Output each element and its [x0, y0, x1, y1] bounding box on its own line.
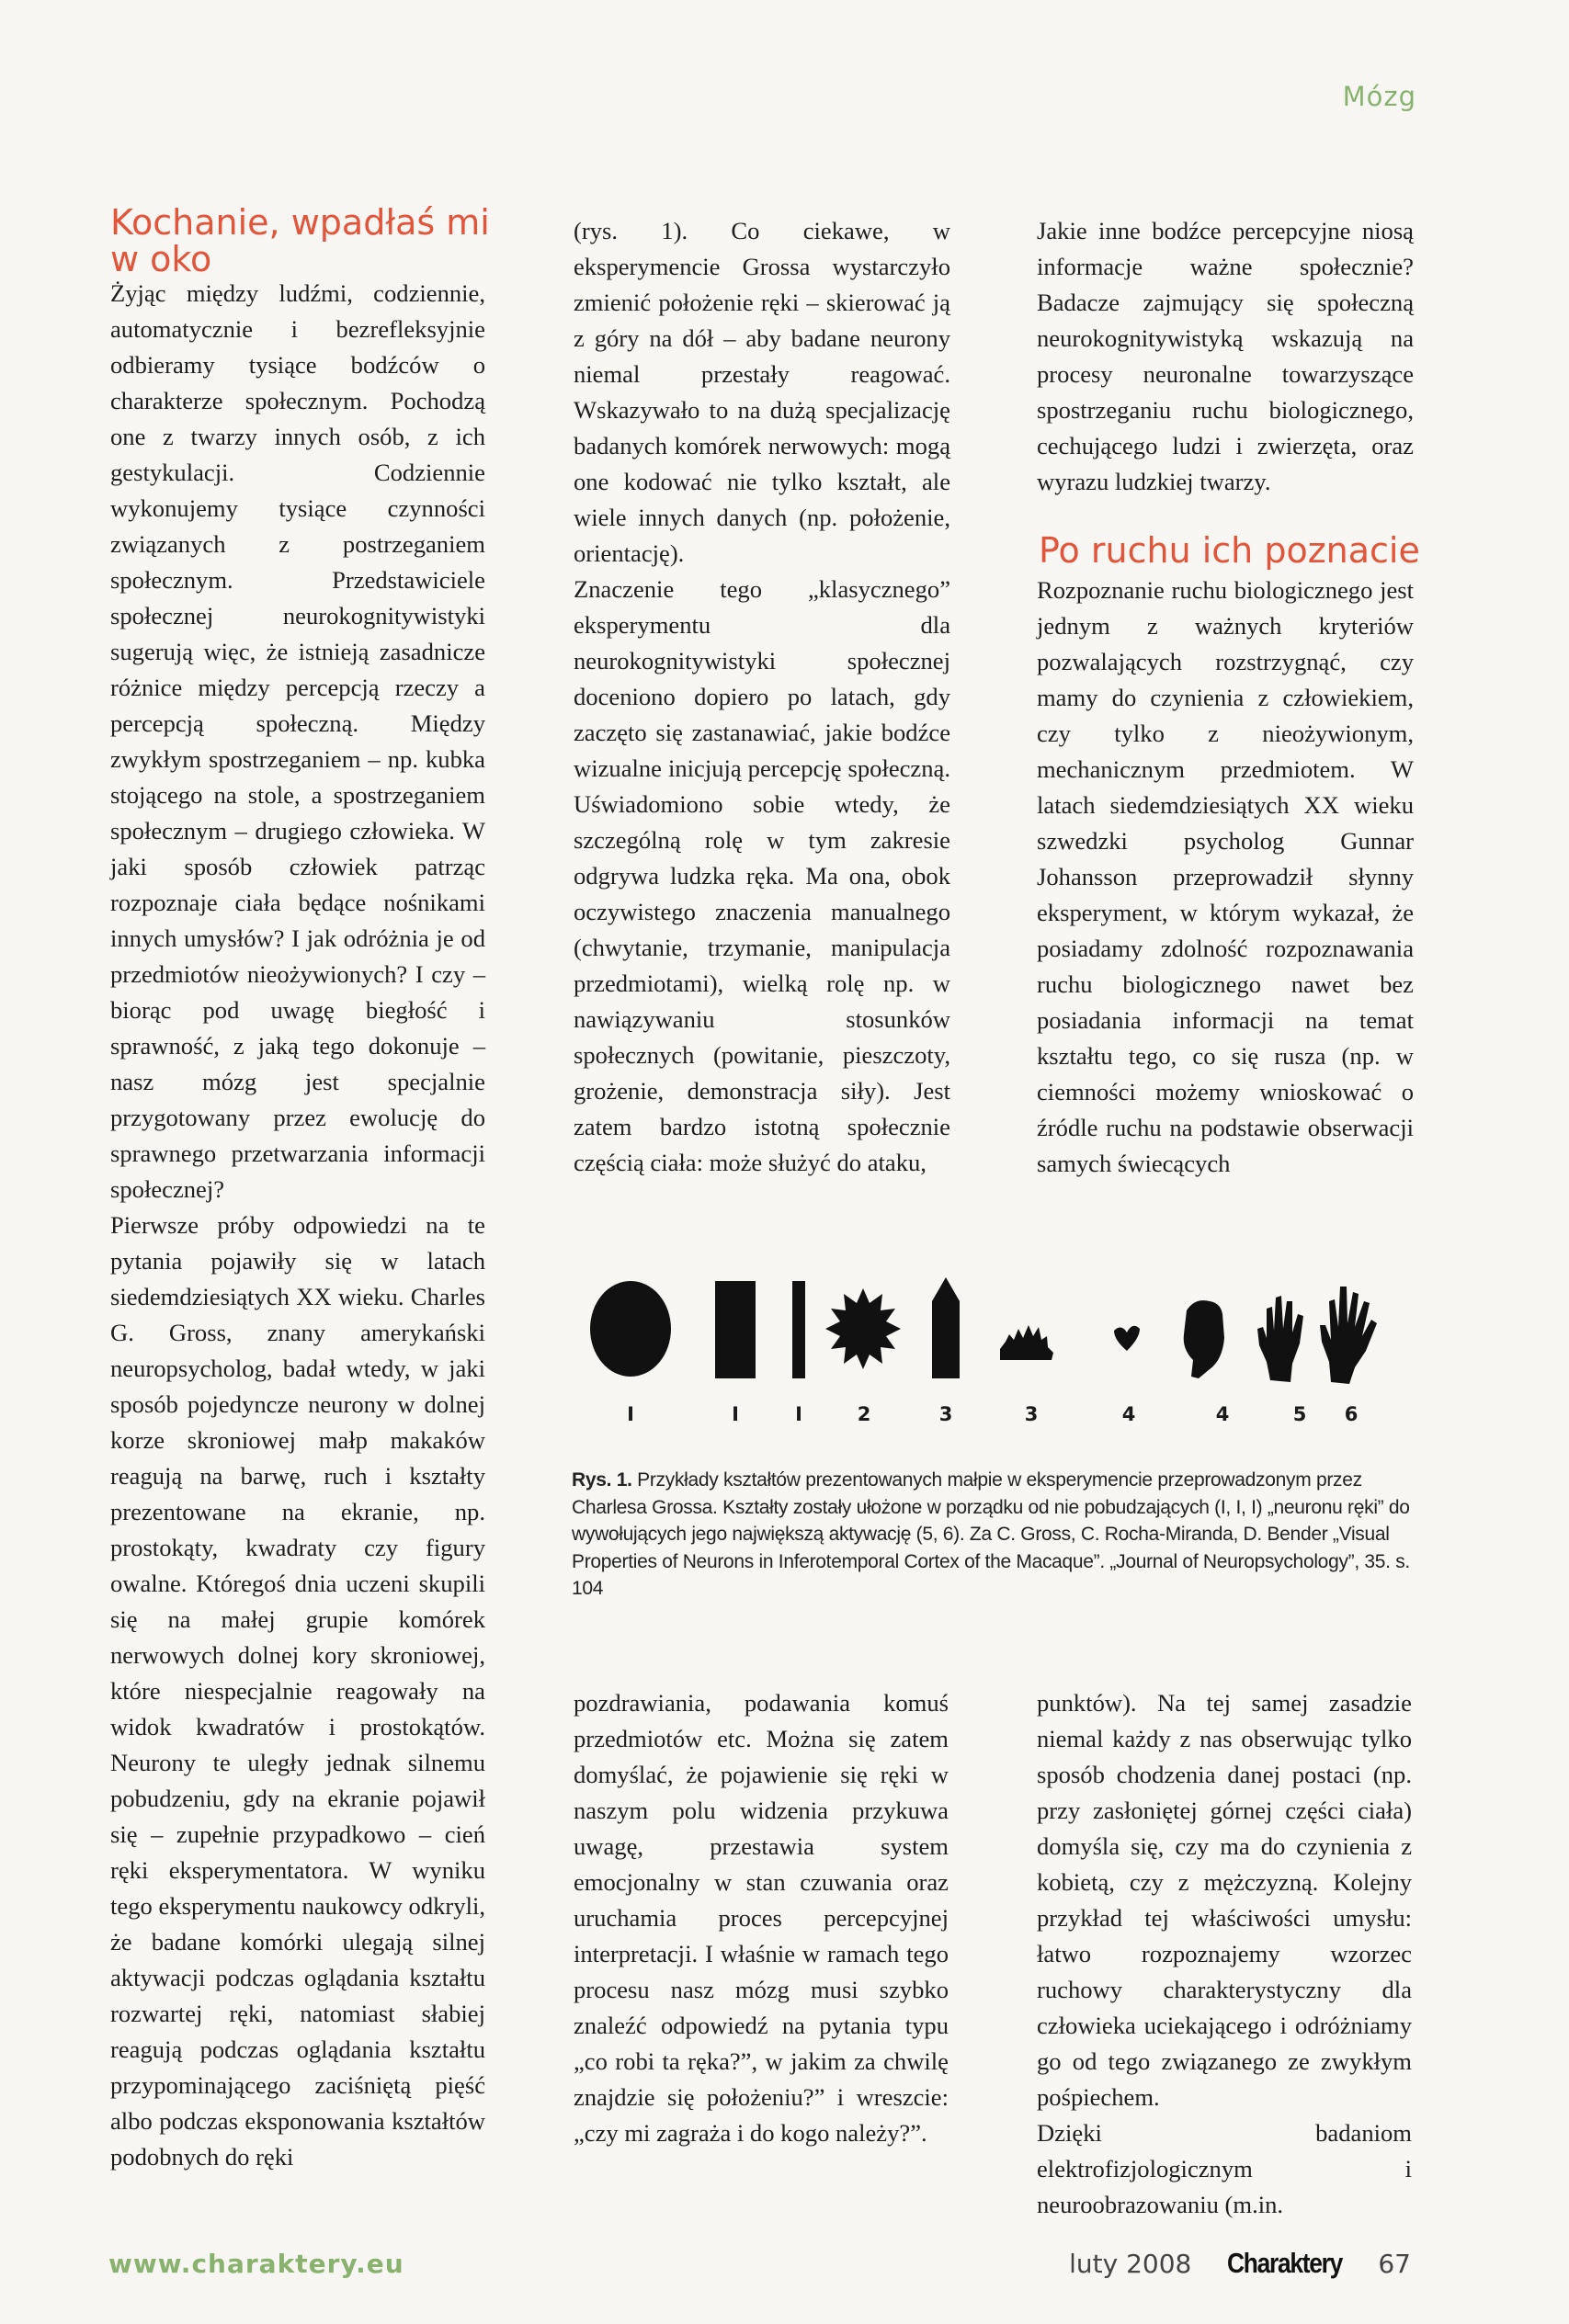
- shape-ellipse: [590, 1281, 671, 1377]
- caption-label: Rys. 1.: [572, 1469, 632, 1491]
- article-heading-po-ruchu: Po ruchu ich poznacie: [1039, 530, 1420, 571]
- article-heading-kochanie: Kochanie, wpadłaś mi w oko: [110, 202, 490, 279]
- column-3-top: [1037, 213, 1414, 500]
- shapes-illustration: [588, 1261, 1397, 1399]
- shape-label: I: [732, 1403, 739, 1425]
- shape-label: 4: [1215, 1403, 1230, 1425]
- paragraph: Żyjąc między ludźmi, codziennie, automatycznie i bezrefleksyjnie odbieramy tysiące bodźców o charakterze społecznym. Pochodzą one z twarzy innych osób, z ich gestykulacji. Codziennie wykonujemy tysiące czynności związanych z postrzeganiem społecznym. Przedstawiciele społecznej neurokognitywistyki sugerują więc, że istnieją zasadnicze różnice między percepcją rzeczy a percepcją społeczną. Między zwykłym spostrzeganiem – np. kubka stojącego na stole, a spostrzeganiem społecznym – drugiego człowieka. W jaki sposób człowiek patrząc rozpoznaje ciała będące nośnikami innych umysłów? I jak odróżnia je od przedmiotów nieożywionych? I czy – biorąc pod uwagę biegłość i sprawność, z jaką tego dokonuje – nasz mózg jest specjalnie przygotowany przez ewolucję do sprawnego przetwarzania informacji społecznej?: [110, 279, 485, 1203]
- shape-label: 6: [1344, 1403, 1359, 1425]
- shape-pointed-bar: [932, 1277, 960, 1378]
- shape-star: [825, 1288, 901, 1369]
- shape-label: I: [795, 1403, 802, 1425]
- magazine-logo: Charaktery: [1227, 2247, 1343, 2279]
- paragraph: Dzięki badaniom elektrofizjologicznym i neuroobrazowaniu (m.in.: [1037, 2119, 1412, 2218]
- paragraph: Pierwsze próby odpowiedzi na te pytania pojawiły się w latach siedemdziesiątych XX wieku. Charles G. Gross, znany amerykański neuropsycholog, badał wtedy, w jaki sposób pojedyncze neurony w dolnej korze skroniowej małp makaków reagują na barwę, ruch i kształty prezentowane na ekranie, np. prostokąty, kwadraty czy figury owalne. Któregoś dnia uczeni skupili się na małej grupie komórek nerwowych dolnej kory skroniowej, które niespecjalnie reagowały na widok kwadratów i prostokątów. Neurony te uległy jednak silnemu pobudzeniu, gdy na ekranie pojawił się – zupełnie przypadkowo – cień ręki eksperymentatora. W wyniku tego eksperymentu naukowcy odkryli, że badane komórki ulegają silnej aktywacji podczas oglądania kształtu rozwartej ręki, natomiast słabiej reagują podczas oglądania kształtu przypominającego zaciśniętą pięść albo podczas eksponowania kształtów podobnych do ręki: [110, 1211, 485, 2171]
- shape-small-heart: [1114, 1326, 1140, 1351]
- shape-label: 3: [1024, 1403, 1039, 1425]
- column-3-bottom: [1037, 1685, 1412, 2223]
- paragraph: Rozpoznanie ruchu biologicznego jest jednym z ważnych kryteriów pozwalających rozstrzygnąć, czy mamy do czynienia z człowiekiem, czy tylko z nieożywionym, mechanicznym przedmiotem. W latach siedemdziesiątych XX wieku szwedzki psycholog Gunnar Johansson przeprowadził słynny eksperyment, w którym wykazał, że posiadamy zdolność rozpoznawania ruchu biologicznego nawet bez posiadania informacji na temat kształtu tego, co się rusza (np. w ciemności możemy wnioskować o źródle ruchu na podstawie obserwacji samych świecących: [1037, 576, 1414, 1177]
- shape-label: 5: [1292, 1403, 1307, 1425]
- caption-text: Przykłady kształtów prezentowanych małpie w eksperymencie przeprowadzonym przez Charlesa Grossa. Kształty zostały ułożone w porządku od nie pobudzających (I, I, I) „neuronu ręki” do wywołujących jego największą aktywację (5, 6). Za C. Gross, C. Rocha-Miranda, D. Bender „Visual Properties of Neurons in Inferotemporal Cortex of the Macaque”. „Journal of Neuropsychology”, 35. s. 104: [572, 1469, 1410, 1599]
- paragraph: (rys. 1). Co ciekawe, w eksperymencie Grossa wystarczyło zmienić położenie ręki – skierować ją z góry na dół – aby badane neurony niemal przestały reagować. Wskazywało to na dużą specjalizację badanych komórek nerwowych: mogą one kodować nie tylko kształt, ale wiele innych danych (np. położenie, orientację).: [574, 217, 950, 567]
- page-number: 67: [1378, 2249, 1411, 2279]
- paragraph: pozdrawiania, podawania komuś przedmiotów etc. Można się zatem domyślać, że pojawienie się ręki w naszym polu widzenia przykuwa uwagę, przestawia system emocjonalny w stan czuwania oraz uruchamia proces percepcyjnej interpretacji. I właśnie w ramach tego procesu nasz mózg musi szybko znaleźć odpowiedź na pytania typu „co robi ta ręka?”, w jakim za chwilę znajdzie się położeniu?” i wreszcie: „czy mi zagraża i do kogo należy?”.: [574, 1689, 949, 2147]
- paragraph: Jakie inne bodźce percepcyjne niosą informacje ważne społecznie? Badacze zajmujący się społeczną neurokognitywistyką wskazują na procesy neuronalne towarzyszące spostrzeganiu ruchu biologicznego, cechującego ludzi i zwierzęta, oraz wyrazu ludzkiej twarzy.: [1037, 217, 1414, 495]
- column-2-top: [574, 213, 950, 1181]
- paragraph: Znaczenie tego „klasycznego” eksperymentu dla neurokognitywistyki społecznej doceniono dopiero po latach, gdy zaczęto się zastanawiać, jakie bodźce wizualne inicjują percepcję społeczną. Uświadomiono sobie wtedy, że szczególną rolę w tym zakresie odgrywa ludzka ręka. Ma ona, obok oczywistego znaczenia manualnego (chwytanie, trzymanie, manipulacja przedmiotami), wielką rolę np. w nawiązywaniu stosunków społecznych (powitanie, pieszczoty, grożenie, demonstracja siły). Jest zatem bardzo istotną społecznie częścią ciała: może służyć do ataku,: [574, 575, 950, 1176]
- issue-date: luty 2008: [1069, 2249, 1192, 2279]
- shape-hand-closed-fingers: [1257, 1296, 1303, 1382]
- column-3-middle: [1037, 572, 1414, 1182]
- shape-fist: [1184, 1300, 1224, 1378]
- shape-rectangle: [715, 1281, 756, 1378]
- column-1: [110, 276, 485, 2175]
- shape-flat-hand: [1000, 1325, 1053, 1360]
- figure-caption: [572, 1467, 1422, 1603]
- footer-website-link[interactable]: www.charaktery.eu: [108, 2249, 404, 2279]
- paragraph: punktów). Na tej samej zasadzie niemal każdy z nas obserwując tylko sposób chodzenia danej postaci (np. przy zasłoniętej górnej części ciała) domyśla się, czy ma do czynienia z kobietą, czy z mężczyzną. Kolejny przykład tej właściwości umysłu: łatwo rozpoznajemy wzorzec ruchowy charakterystyczny dla człowieka uciekającego i odróżniamy go od tego związanego ze zwykłym pośpiechem.: [1037, 1689, 1412, 2111]
- section-label: Mózg: [1342, 81, 1416, 112]
- column-2-bottom: [574, 1685, 949, 2151]
- footer-meta: [1069, 2247, 1411, 2280]
- shape-label: 3: [938, 1403, 953, 1425]
- shape-label: 2: [857, 1403, 871, 1425]
- shape-bar: [792, 1281, 805, 1378]
- shape-label: 4: [1121, 1403, 1136, 1425]
- shape-hand-open: [1320, 1287, 1377, 1384]
- shape-label: I: [627, 1403, 634, 1425]
- figure-shapes: [588, 1261, 1397, 1435]
